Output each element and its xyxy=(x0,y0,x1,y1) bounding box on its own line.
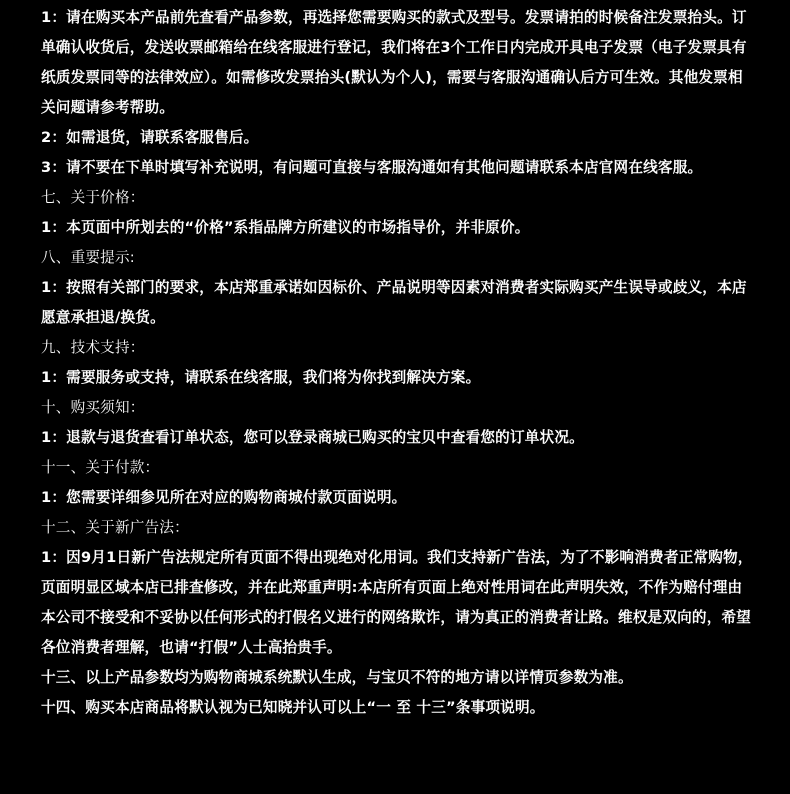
important-section-heading: 八、重要提示: xyxy=(41,249,135,266)
support-section-heading: 九、技术支持： xyxy=(41,339,145,356)
invoice-notice-paragraph: 1：请在购买本产品前先查看产品参数，再选择您需要购买的款式及型号。发票请拍的时候备注发票抬头。订单确认收货后，发送收票邮箱给在线客服进行登记，我们将在3个工作日内完成开具电子发票（电子发票具有纸质发票同等的法律效应）。如需修改发票抬头(默认为个人)，需要与客服沟通确认后方可生效。其他发票相关问题请参考帮助。 xyxy=(41,9,747,116)
price-section-heading: 七、关于价格： xyxy=(41,189,145,206)
purchase-paragraph: 1：退款与退货查看订单状态，您可以登录商城已购买的宝贝中查看您的订单状况。 xyxy=(41,429,584,446)
ad-law-paragraph: 1：因9月1日新广告法规定所有页面不得出现绝对化用词。我们支持新广告法，为了不影响消费者正常购物，页面明显区域本店已排查修改，并在此郑重声明:本店所有页面上绝对性用词在此声明失效，不作为赔付理由本公司不接受和不妥协以任何形式的打假名义进行的网络欺诈，请为真正的消费者让路。维权是双向的，希望各位消费者理解，也请“打假”人士高抬贵手。 xyxy=(41,549,753,656)
section-fourteen-paragraph: 十四、购买本店商品将默认视为已知晓并认可以上“一 至 十三”条事项说明。 xyxy=(41,699,545,716)
payment-section-heading: 十一、关于付款： xyxy=(41,459,160,476)
notice-document xyxy=(41,3,756,723)
important-paragraph: 1：按照有关部门的要求，本店郑重承诺如因标价、产品说明等因素对消费者实际购买产生误导或歧义，本店愿意承担退/换货。 xyxy=(41,279,747,326)
order-remark-paragraph: 3：请不要在下单时填写补充说明，有问题可直接与客服沟通如有其他问题请联系本店官网在线客服。 xyxy=(41,159,703,176)
support-paragraph: 1：需要服务或支持，请联系在线客服，我们将为你找到解决方案。 xyxy=(41,369,481,386)
ad-law-section-heading: 十二、关于新广告法： xyxy=(41,519,189,536)
price-paragraph: 1：本页面中所划去的“价格”系指品牌方所建议的市场指导价，并非原价。 xyxy=(41,219,530,236)
payment-paragraph: 1：您需要详细参见所在对应的购物商城付款页面说明。 xyxy=(41,489,407,506)
return-notice-paragraph: 2：如需退货，请联系客服售后。 xyxy=(41,129,259,146)
purchase-section-heading: 十、购买须知： xyxy=(41,399,145,416)
section-thirteen-paragraph: 十三、以上产品参数均为购物商城系统默认生成，与宝贝不符的地方请以详情页参数为准。 xyxy=(41,669,633,686)
